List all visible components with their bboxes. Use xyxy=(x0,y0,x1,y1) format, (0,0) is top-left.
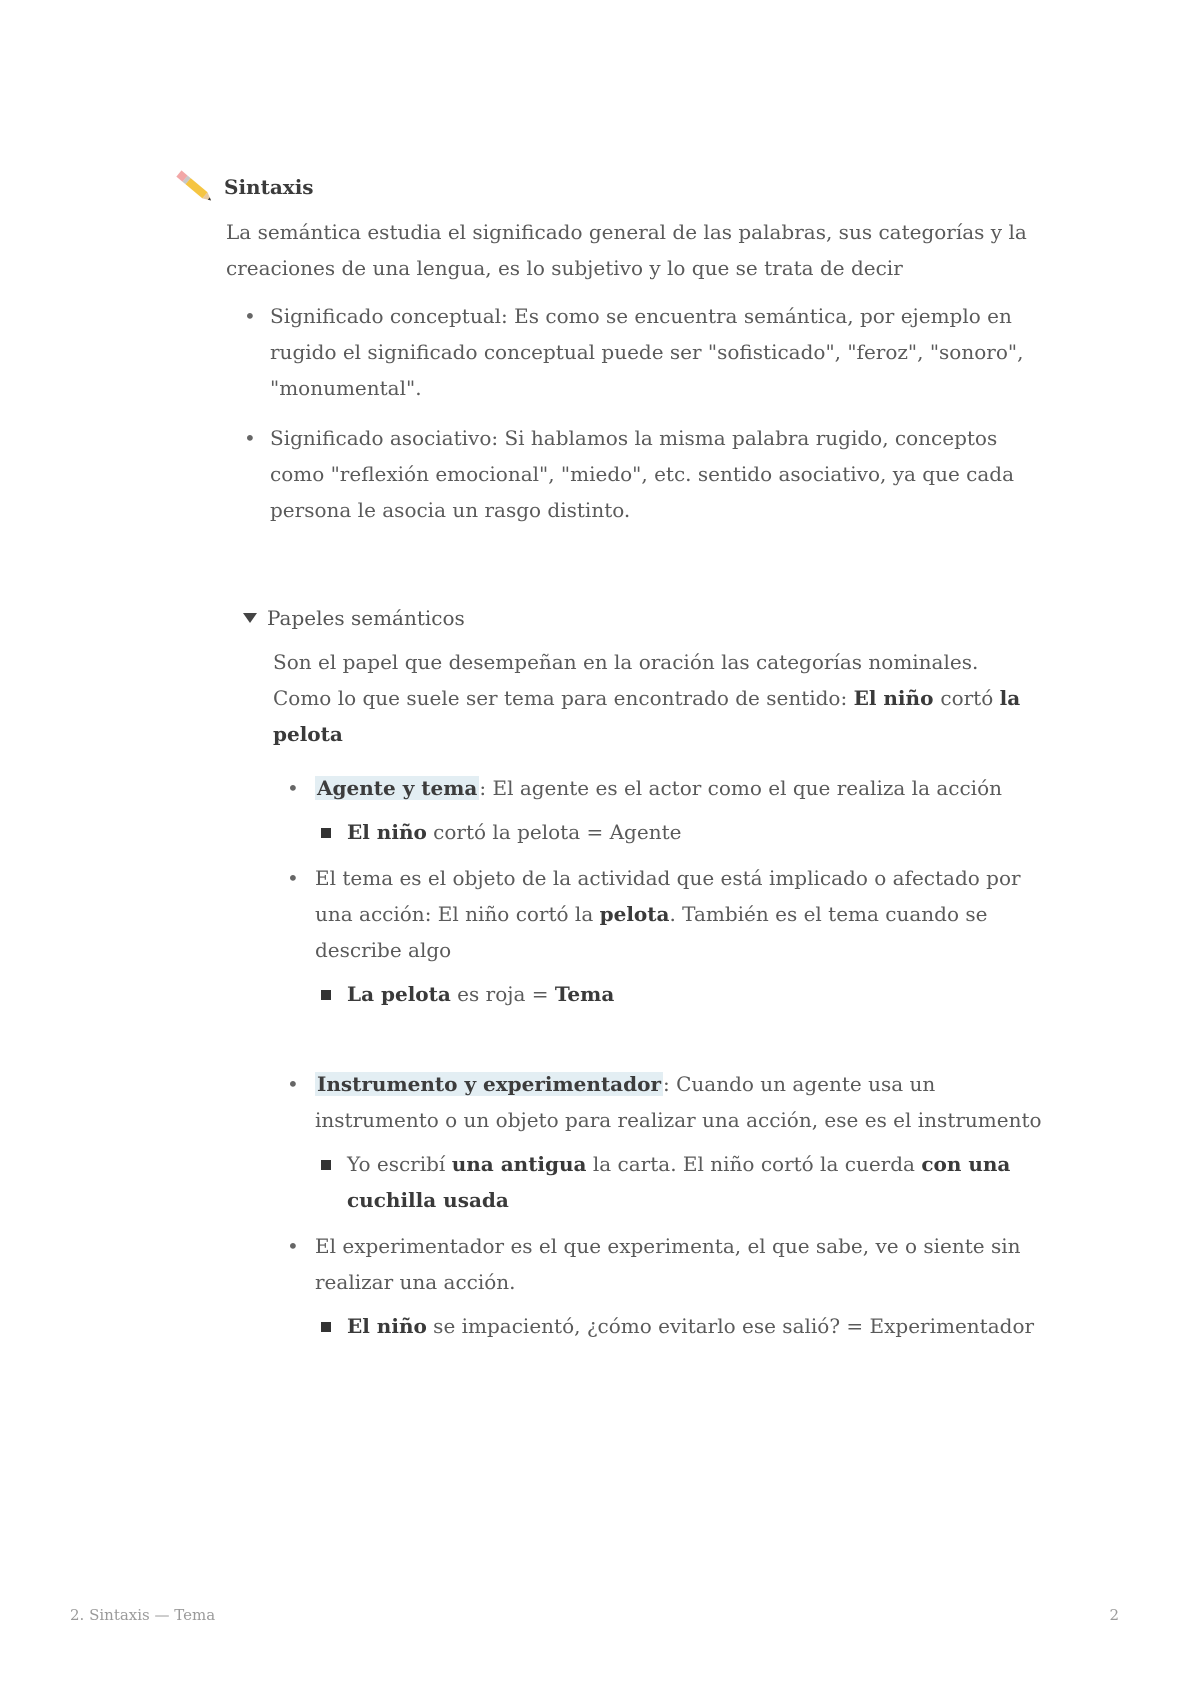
item-text: El tema es el objeto de la actividad que está implicado o afectado por una acción: El niño cortó la xyxy=(315,866,1021,926)
list-item xyxy=(273,860,1043,1012)
example-bold: La pelota xyxy=(347,982,451,1006)
example-bold: El niño xyxy=(347,820,427,844)
list-item xyxy=(273,1228,1043,1344)
example-item xyxy=(315,1146,1043,1218)
intro-bold: la pelota xyxy=(273,686,1021,746)
example-item xyxy=(315,814,1043,850)
list-item xyxy=(273,1066,1043,1218)
item-text: : Cuando un agente usa un instrumento o un objeto para realizar una acción, ese es el instrumento xyxy=(315,1072,1042,1132)
example-bold: una antigua xyxy=(451,1152,587,1176)
section-toggle[interactable] xyxy=(243,598,1043,638)
semantic-roles-section xyxy=(243,598,1043,1354)
highlight-term: Instrumento y experimentador xyxy=(317,1072,662,1096)
item-text: : El agente es el actor como el que realiza la acción xyxy=(479,776,1002,800)
example-text: Yo escribí xyxy=(347,1152,452,1176)
intro-text: cortó xyxy=(940,686,1000,710)
example-item xyxy=(315,1308,1043,1344)
note-body xyxy=(226,214,1038,528)
example-bold: con una cuchilla usada xyxy=(347,1152,1011,1212)
list-item xyxy=(273,770,1043,850)
roles-list xyxy=(273,770,1043,1012)
note-title: Sintaxis xyxy=(224,175,314,199)
section-intro xyxy=(273,644,1043,752)
item-text: El experimentador es el que experimenta, el que sabe, ve o siente sin realizar una acción. xyxy=(315,1234,1021,1294)
note-list xyxy=(226,298,1038,528)
example-item xyxy=(315,976,1043,1012)
example-text: se impacientó, ¿cómo evitarlo ese salió? = Experimentador xyxy=(426,1314,1035,1338)
intro-bold: El niño xyxy=(853,686,941,710)
item-bold: pelota xyxy=(599,902,670,926)
list-item: • Significado conceptual: Es como se encuentra semántica, por ejemplo en rugido el significado conceptual puede ser "sofisticado", "feroz", "sonoro", "monumental". xyxy=(226,298,1038,406)
item-text: . También es el tema cuando se describe algo xyxy=(315,902,988,962)
triangle-down-icon[interactable] xyxy=(243,613,257,623)
example-list xyxy=(315,976,1043,1012)
example-list xyxy=(315,1146,1043,1218)
example-text: cortó la pelota = Agente xyxy=(426,820,682,844)
highlight-term: Agente y tema xyxy=(317,776,478,800)
page-number: 2 xyxy=(1109,1606,1119,1624)
spacer xyxy=(243,1022,1043,1066)
example-list xyxy=(315,814,1043,850)
example-text: la carta. El niño cortó la cuerda xyxy=(586,1152,922,1176)
example-text: es roja = xyxy=(450,982,555,1006)
footer-title: 2. Sintaxis — Tema xyxy=(70,1606,216,1624)
example-bold: Tema xyxy=(554,982,615,1006)
note-header xyxy=(168,170,1038,204)
example-list xyxy=(315,1308,1043,1344)
intro-text: Son el papel que desempeñan en la oración las categorías nominales. Como lo que suele ser tema para encontrado de sentido: xyxy=(273,650,979,710)
note-intro: La semántica estudia el significado general de las palabras, sus categorías y la creaciones de una lengua, es lo subjetivo y lo que se trata de decir xyxy=(226,220,1027,280)
roles-list xyxy=(273,1066,1043,1344)
example-bold: El niño xyxy=(347,1314,427,1338)
note-callout xyxy=(168,170,1038,542)
list-item: • Significado asociativo: Si hablamos la misma palabra rugido, conceptos como "reflexión emocional", "miedo", etc. sentido asociativo, ya que cada persona le asocia un rasgo distinto. xyxy=(226,420,1038,528)
section-title: Papeles semánticos xyxy=(267,606,465,630)
pencil-icon xyxy=(168,165,222,209)
